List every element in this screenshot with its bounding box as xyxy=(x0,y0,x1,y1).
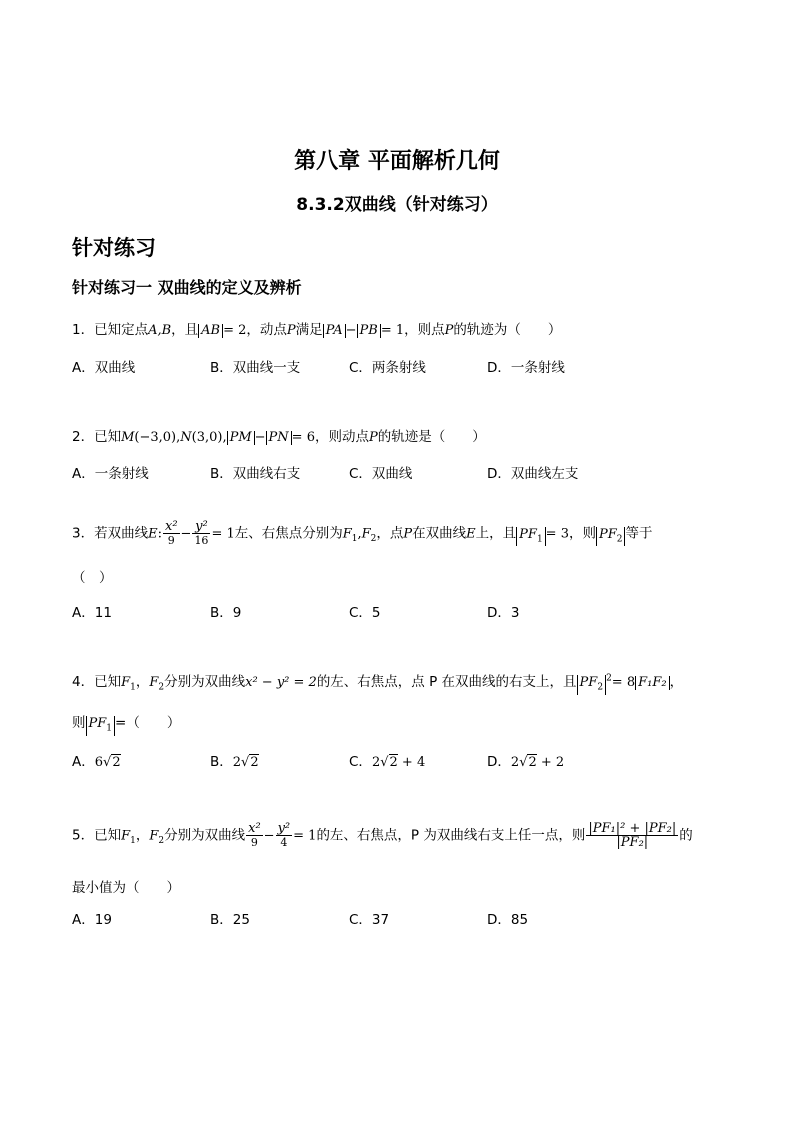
q4-option-a: A．6√2 xyxy=(72,754,121,770)
subsection-heading: 针对练习一 双曲线的定义及辨析 xyxy=(72,278,302,297)
q3-option-b: B．9 xyxy=(210,605,242,621)
question-5-line2: 最小值为（ ） xyxy=(72,880,180,896)
page-title: 第八章 平面解析几何 xyxy=(294,149,500,174)
question-2: 2．已知M(−3,0),N(3,0), PM − PN = 6，则动点P的轨迹是（ ） xyxy=(72,429,486,445)
q5-option-b: B．25 xyxy=(210,912,250,928)
q3-option-d: D．3 xyxy=(487,605,520,621)
q3-option-a: A．11 xyxy=(72,605,112,621)
q2-option-d: D．双曲线左支 xyxy=(487,466,579,482)
q5-option-d: D．85 xyxy=(487,912,529,928)
q1-option-a: A．双曲线 xyxy=(72,360,136,376)
question-3: 3．若双曲线E: $\frac{\text{x²}}{9}$ − $\frac{\text{y²}}{16}$ = 1左、右焦点分别为$F_1,F_2$，点P在双曲线E上，且 $PF_1 = 3$，则 $PF_2$ 等于 xyxy=(72,519,653,547)
q5-option-a: A．19 xyxy=(72,912,112,928)
q2-option-a: A．一条射线 xyxy=(72,466,149,482)
q4-option-c: C．2√2 + 4 xyxy=(349,754,426,770)
q3-option-c: C．5 xyxy=(349,605,381,621)
question-1: 1．已知定点A,B，且 AB = 2，动点P满足 PA − PB = 1，则点P的轨迹为（ ） xyxy=(72,322,562,338)
q2-option-c: C．双曲线 xyxy=(349,466,413,482)
q1-option-d: D．一条射线 xyxy=(487,360,565,376)
section-heading: 针对练习 xyxy=(72,236,156,260)
question-5: 5．已知$F_1$，$F_2$分别为双曲线 $\frac{\text{x²}}{9}$ − $\frac{\text{y²}}{4}$ = 1的左、右焦点，P 为双曲线右支上任一点，则 $\frac{\text{|PF₁|² + |PF₂|}}{\text{|PF₂|}}$ 的 xyxy=(72,821,693,850)
q5-option-c: C．37 xyxy=(349,912,390,928)
q2-option-b: B．双曲线右支 xyxy=(210,466,301,482)
q4-option-b: B．2√2 xyxy=(210,754,259,770)
question-4: 4．已知$F_1$，$F_2$分别为双曲线x² − y² = 2的左、右焦点，点 P 在双曲线的右支上，且 $PF_2^2= 8$ F₁F₂ ， xyxy=(72,673,684,693)
q4-option-d: D．2√2 + 2 xyxy=(487,754,565,770)
page-subtitle: 8.3.2双曲线（针对练习） xyxy=(296,195,498,215)
q1-option-c: C．两条射线 xyxy=(349,360,426,376)
question-3-line2: （ ） xyxy=(72,570,113,586)
q1-option-b: B．双曲线一支 xyxy=(210,360,301,376)
question-4-line2: 则 $PF_1$ =（ ） xyxy=(72,715,181,734)
